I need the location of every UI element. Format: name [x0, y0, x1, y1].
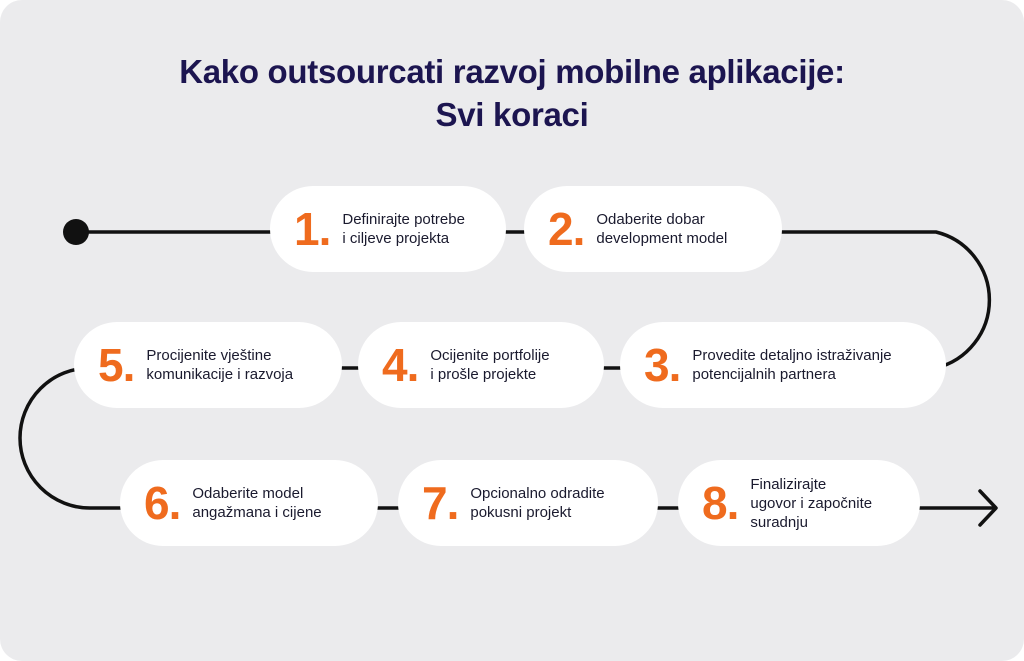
step-7-card: [398, 460, 658, 546]
step-4-label: Ocijenite portfolije i prošle projekte: [430, 347, 550, 383]
step-1-number: 1.: [294, 203, 331, 255]
step-5-label: Procijenite vještine komunikacije i razvoja: [146, 347, 294, 383]
step-6-label: Odaberite model angažmana i cijene: [192, 485, 322, 521]
step-2-label: Odaberite dobar development model: [596, 211, 728, 247]
step-6-number: 6.: [144, 477, 181, 529]
step-5-card: [74, 322, 342, 408]
step-1-label: Definirajte potrebe i ciljeve projekta: [342, 211, 465, 247]
step-3-label: Provedite detaljno istraživanje potencijalnih partnera: [692, 347, 892, 383]
step-8-number: 8.: [702, 477, 739, 529]
step-3-number: 3.: [644, 339, 681, 391]
step-7-number: 7.: [422, 477, 459, 529]
step-8-label: Finalizirajte ugovor i započnite suradnju: [750, 475, 873, 531]
step-5-number: 5.: [98, 339, 135, 391]
step-1-card: [270, 186, 506, 272]
step-4-card: [358, 322, 604, 408]
title-line-2: Svi koraci: [435, 96, 589, 133]
step-8-card: [678, 460, 920, 546]
step-6-card: [120, 460, 378, 546]
step-2-number: 2.: [548, 203, 585, 255]
title-line-1: Kako outsourcati razvoj mobilne aplikacije:: [179, 53, 845, 90]
step-7-label: Opcionalno odradite pokusni projekt: [470, 485, 605, 521]
step-2-card: [524, 186, 782, 272]
path-start-dot: [63, 219, 89, 245]
step-3-card: [620, 322, 946, 408]
step-4-number: 4.: [382, 339, 419, 391]
